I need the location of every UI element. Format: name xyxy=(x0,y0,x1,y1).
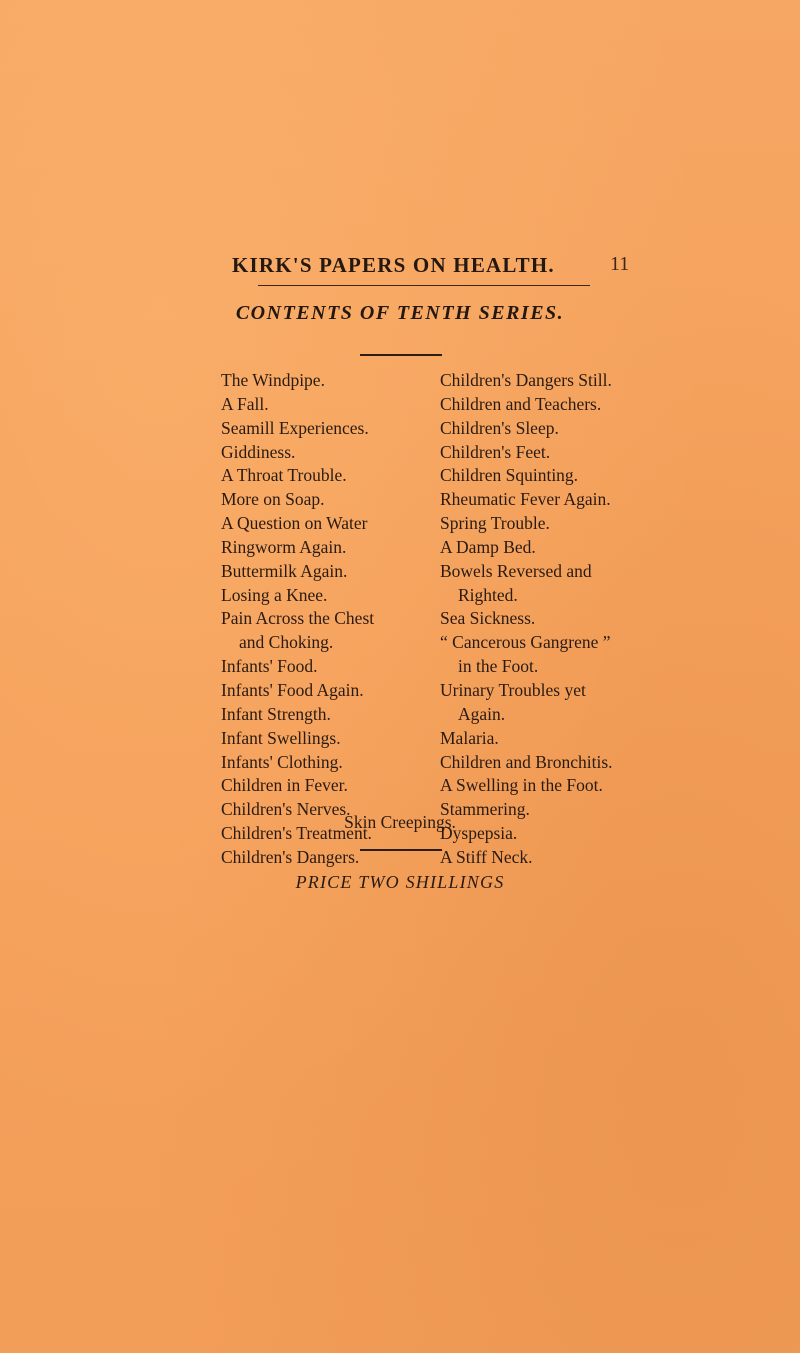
list-item: “ Cancerous Gangrene ” xyxy=(440,632,611,653)
page-number: 11 xyxy=(610,253,630,275)
list-item: Infants' Food Again. xyxy=(221,679,364,700)
list-item: Malaria. xyxy=(440,727,499,748)
list-item: Ringworm Again. xyxy=(221,536,347,557)
list-item: Stammering. xyxy=(440,799,530,820)
final-contents-entry: Skin Creepings. xyxy=(344,812,456,832)
contents-left-column xyxy=(221,369,421,870)
price-divider xyxy=(360,849,442,851)
list-item: Infant Swellings. xyxy=(221,727,341,748)
list-item: A Swelling in the Foot. xyxy=(440,775,603,796)
list-item: Children's Dangers. xyxy=(221,846,360,867)
list-item: Children in Fever. xyxy=(221,775,348,796)
running-title: KIRK'S PAPERS ON HEALTH. xyxy=(232,253,555,277)
list-item: Urinary Troubles yet xyxy=(440,679,586,700)
list-item: Infants' Clothing. xyxy=(221,751,343,772)
list-item: Rheumatic Fever Again. xyxy=(440,489,611,510)
list-item-continuation: and Choking. xyxy=(239,632,334,653)
list-item: Sea Sickness. xyxy=(440,608,536,629)
list-item-continuation: in the Foot. xyxy=(458,656,539,677)
list-item: A Fall. xyxy=(221,393,269,414)
list-item: Seamill Experiences. xyxy=(221,417,369,438)
header-rule xyxy=(258,285,590,286)
list-item: Children's Dangers Still. xyxy=(440,370,612,390)
list-item-continuation: Again. xyxy=(458,703,506,724)
list-item: Giddiness. xyxy=(221,441,296,462)
list-item: Buttermilk Again. xyxy=(221,560,348,581)
list-item: Pain Across the Chest xyxy=(221,608,375,629)
list-item: A Damp Bed. xyxy=(440,536,536,557)
list-item: Spring Trouble. xyxy=(440,513,550,534)
list-item: More on Soap. xyxy=(221,489,325,510)
list-item: A Question on Water xyxy=(221,513,368,534)
list-item: Children's Nerves. xyxy=(221,799,351,820)
list-item: Children's Treatment. xyxy=(221,823,372,844)
list-item: Losing a Knee. xyxy=(221,584,328,605)
list-item: Children and Teachers. xyxy=(440,393,602,414)
list-item: Dyspepsia. xyxy=(440,823,518,844)
list-item: Children and Bronchitis. xyxy=(440,751,613,772)
title-divider xyxy=(360,354,442,356)
list-item: Children's Feet. xyxy=(440,441,551,462)
contents-right-column xyxy=(440,369,670,870)
list-item: Infants' Food. xyxy=(221,656,318,677)
contents-title: CONTENTS OF TENTH SERIES. xyxy=(235,302,565,324)
list-item-continuation: Righted. xyxy=(458,584,518,605)
list-item: Infant Strength. xyxy=(221,703,331,724)
list-item: A Throat Trouble. xyxy=(221,465,347,486)
list-item: Bowels Reversed and xyxy=(440,560,592,581)
list-item: The Windpipe. xyxy=(221,370,325,390)
list-item: A Stiff Neck. xyxy=(440,846,533,867)
price-line: PRICE TWO SHILLINGS xyxy=(295,872,505,892)
list-item: Children's Sleep. xyxy=(440,417,559,438)
list-item: Children Squinting. xyxy=(440,465,579,486)
